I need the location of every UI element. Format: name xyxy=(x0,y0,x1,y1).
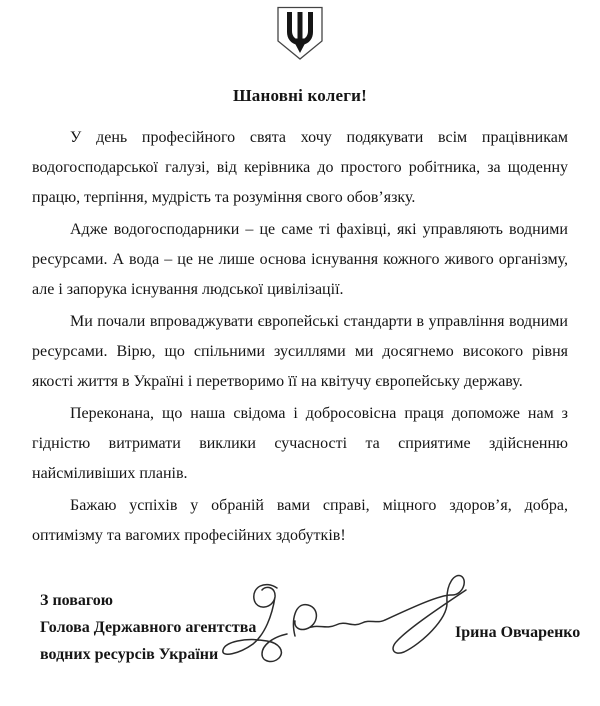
signoff-salutation: З повагою xyxy=(40,592,113,609)
letter-paragraph: Ми почали впроваджувати європейські стандарти в управління водними ресурсами. Вірю, що спільними зусиллями ми досягнемо високого рівня якості життя в Україні і перетворимо її на квітучу європейську державу. xyxy=(32,313,568,390)
letter-heading: Шановні колеги! xyxy=(232,86,368,105)
letter-paragraph: Бажаю успіхів у обраній вами справі, міцного здоров’я, добра, оптимізму та вагомих професійних здобутків! xyxy=(32,497,568,544)
letter-paragraph: Переконана, що наша свідома і добросовісна праця допоможе нам з гідністю витримати виклики сучасності та сприятиме здійсненню найсміливіших планів. xyxy=(32,405,568,482)
signer-title-line2: водних ресурсів України xyxy=(40,646,219,663)
ukraine-coat-of-arms-icon xyxy=(275,5,325,62)
letter-body xyxy=(32,123,568,551)
letter-paragraph: Адже водогосподарники – це саме ті фахівці, які управляють водними ресурсами. А вода – це не лише основа існування кожного живого організму, але і запорука існування людської цивілізації. xyxy=(32,221,568,298)
handwritten-signature-image xyxy=(215,572,485,684)
letter-paragraph: У день професійного свята хочу подякувати всім працівникам водогосподарської галузі, від керівника до простого робітника, за щоденну працю, терпіння, мудрість та розуміння свого обов’язку. xyxy=(32,129,568,206)
signer-title-line1: Голова Державного агентства xyxy=(40,619,257,636)
signature-block xyxy=(32,587,581,699)
signer-name: Ірина Овчаренко xyxy=(455,624,581,641)
